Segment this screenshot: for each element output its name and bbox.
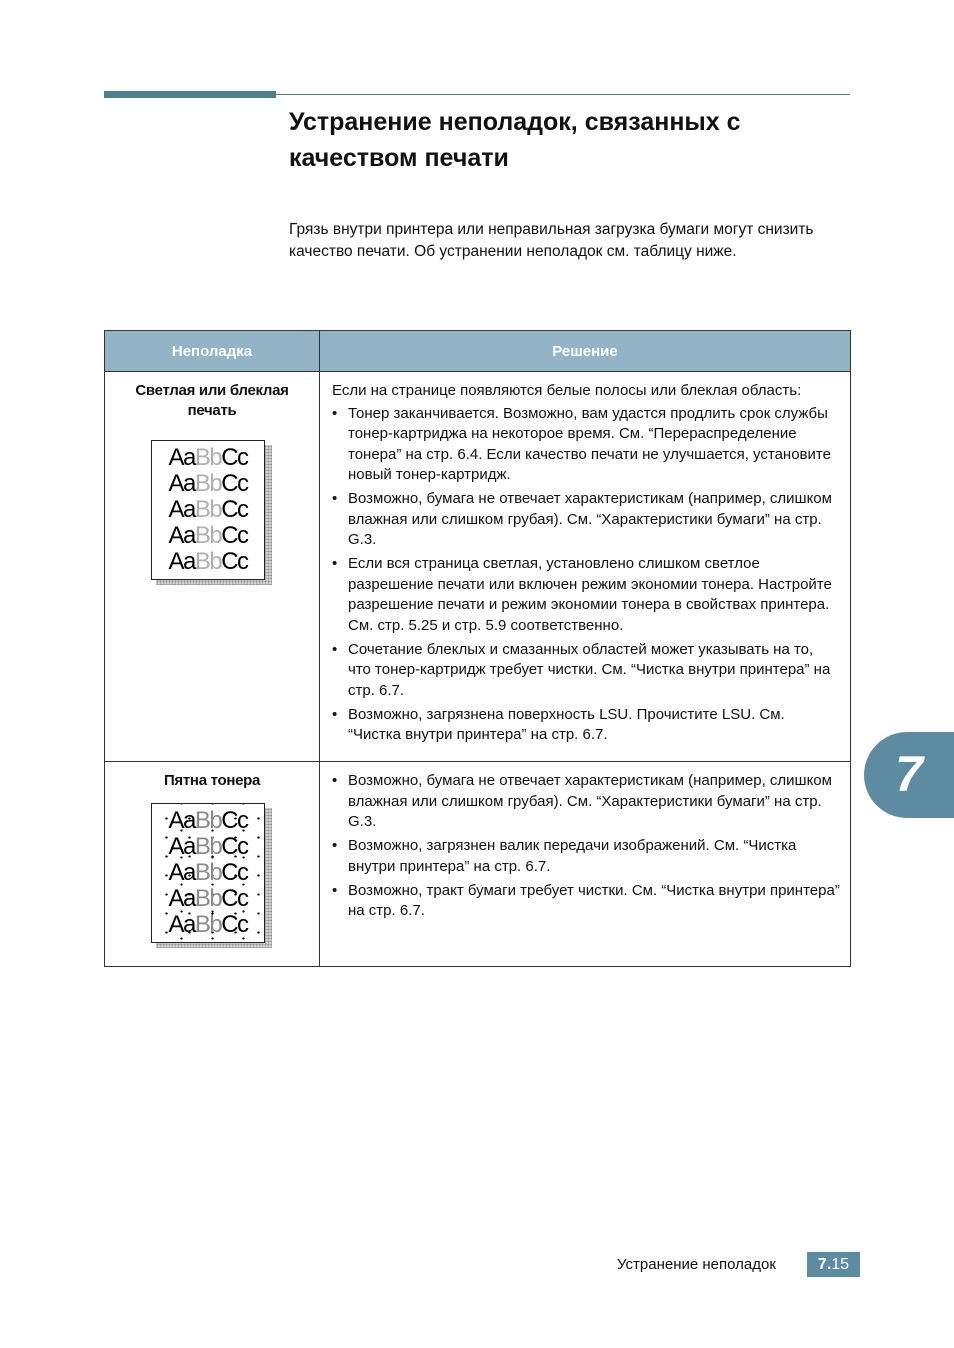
page-number: 15 xyxy=(831,1256,850,1273)
sample-line: AaBbCc xyxy=(168,807,248,834)
footer-section-label: Устранение неполадок xyxy=(617,1256,776,1273)
sample-line: AaBbCc xyxy=(168,911,248,938)
header-rule-thick xyxy=(104,91,276,98)
bullet-icon: • xyxy=(332,837,338,854)
sample-line: AaBbCc xyxy=(168,859,248,886)
chapter-tab xyxy=(864,732,954,818)
page-number-badge xyxy=(807,1252,860,1277)
list-item: • Возможно, тракт бумаги требует чистки. См. “Чистка внутри принтера” на стр. 6.7. xyxy=(332,881,840,919)
toner-specks-sample xyxy=(151,803,273,949)
problem-label: Светлая или блеклая печать xyxy=(135,382,289,419)
sample-line: AaBbCc xyxy=(168,444,248,471)
solution-intro: Если на странице появляются белые полосы или блеклая область: xyxy=(332,382,802,399)
bullet-icon: • xyxy=(332,555,338,572)
list-item: • Возможно, загрязнена поверхность LSU. Прочистите LSU. См. “Чистка внутри принтера” на стр. 6.7. xyxy=(332,705,785,743)
problem-cell xyxy=(105,372,320,762)
troubleshooting-table xyxy=(104,330,851,967)
bullet-icon: • xyxy=(332,640,338,658)
sample-page xyxy=(151,440,265,580)
sample-line: AaBbCc xyxy=(168,470,248,497)
bullet-icon: • xyxy=(332,404,338,422)
list-item: • Если вся страница светлая, установлено слишком светлое разрешение печати или включен режим экономии тонера. Настройте разрешение печати и режим экономии тонера в свойствах принтера. См. стр. 5.25 и стр. 5.9 соответственно. xyxy=(332,555,832,634)
solution-cell xyxy=(320,372,851,762)
sample-line: AaBbCc xyxy=(168,885,248,912)
faded-print-sample xyxy=(151,440,273,586)
bullet-icon: • xyxy=(332,772,338,789)
page-chapter: 7. xyxy=(817,1256,832,1273)
list-item: • Возможно, бумага не отвечает характеристикам (например, слишком влажная или слишком грубая). См. “Характеристики бумаги” на стр. G.3. xyxy=(332,772,832,830)
bullet-icon: • xyxy=(332,705,338,723)
sample-line: AaBbCc xyxy=(168,522,248,549)
list-item: • Возможно, загрязнен валик передачи изображений. См. “Чистка внутри принтера” на стр. 6.7. xyxy=(332,837,797,875)
table-row-faded-print xyxy=(105,372,851,762)
list-item: • Тонер заканчивается. Возможно, вам удастся продлить срок службы тонер-картриджа на некоторое время. См. “Перераспределение тонера” на стр. 6.4. Если качество печати не улучшается, установите новый тонер-картридж. xyxy=(332,404,831,483)
column-header-solution: Решение xyxy=(320,331,851,372)
header-rule-thin xyxy=(276,94,850,95)
bullet-icon: • xyxy=(332,881,338,899)
list-item: • Возможно, бумага не отвечает характеристикам (например, слишком влажная или слишком грубая). См. “Характеристики бумаги” на стр. G.3. xyxy=(332,490,832,548)
solution-list xyxy=(332,771,840,922)
page-title: Устранение неполадок, связанных с качеством печати xyxy=(289,108,741,172)
sample-line: AaBbCc xyxy=(168,833,248,860)
problem-label: Пятна тонера xyxy=(163,772,261,789)
solution-list xyxy=(332,404,840,746)
table-header-row xyxy=(105,331,851,372)
sample-line: AaBbCc xyxy=(168,496,248,523)
table-row-toner-specks xyxy=(105,762,851,967)
problem-cell xyxy=(105,762,320,967)
bullet-icon: • xyxy=(332,490,338,507)
intro-paragraph: Грязь внутри принтера или неправильная загрузка бумаги могут снизить качество печати. Об устранении неполадок см. таблицу ниже. xyxy=(289,221,814,260)
sample-line: AaBbCc xyxy=(168,548,248,575)
list-item: • Сочетание блеклых и смазанных областей может указывать на то, что тонер-картридж требует чистки. См. “Чистка внутри принтера” на стр. 6.7. xyxy=(332,640,831,699)
chapter-number: 7 xyxy=(895,746,923,802)
column-header-problem: Неполадка xyxy=(105,331,320,372)
solution-cell xyxy=(320,762,851,967)
sample-page xyxy=(151,803,265,943)
